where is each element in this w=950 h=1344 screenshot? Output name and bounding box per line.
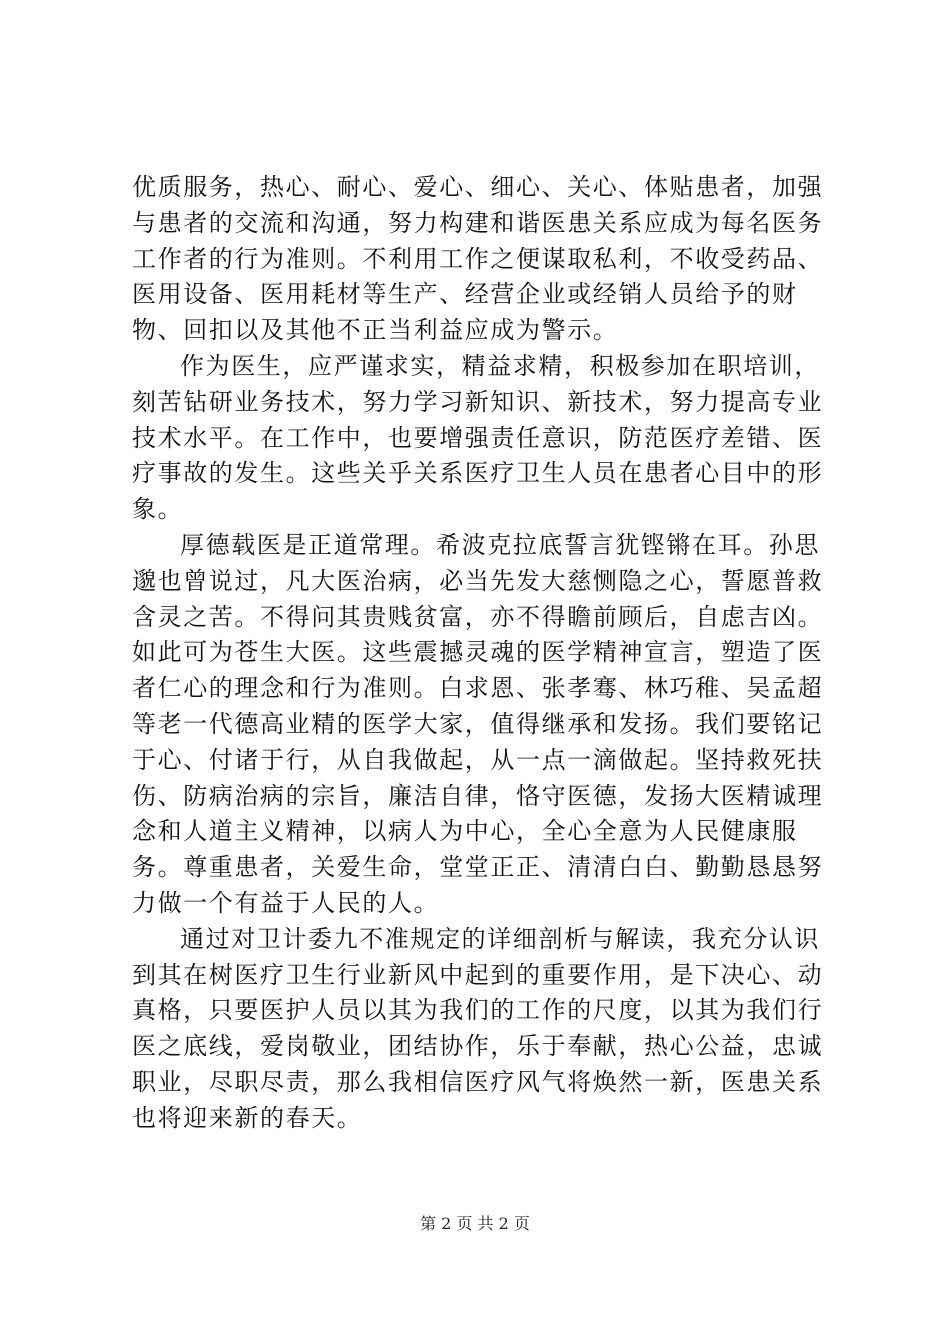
paragraph-medical-ethics: 厚德载医是正道常理。希波克拉底誓言犹铿锵在耳。孙思邈也曾说过，凡大医治病，必当先发大慈恻隐之心，誓愿普救含灵之苦。不得问其贵贱贫富，亦不得瞻前顾后，自虑吉凶。如此可为苍生大医。这些震撼灵魂的医学精神宣言，塑造了医者仁心的理念和行为准则。白求恩、张孝骞、林巧稚、吴孟超等老一代德高业精的医学大家，值得继承和发扬。我们要铭记于心、付诸于行，从自我做起，从一点一滴做起。坚持救死扶伤、防病治病的宗旨，廉洁自律，恪守医德，发扬大医精诚理念和人道主义精神，以病人为中心，全心全意为人民健康服务。尊重患者，关爱生命，堂堂正正、清清白白、勤勤恳恳努力做一个有益于人民的人。 — [132, 530, 824, 917]
page-number-footer: 第 2 页 共 2 页 — [420, 1214, 530, 1233]
paragraph-conclusion: 通过对卫计委九不准规定的详细剖析与解读，我充分认识到其在树医疗卫生行业新风中起到的重要作用，是下决心、动真格，只要医护人员以其为我们的工作的尺度，以其为我们行医之底线，爱岗敬业，团结协作，乐于奉献，热心公益，忠诚职业，尽职尽责，那么我相信医疗风气将焕然一新，医患关系也将迎来新的春天。 — [132, 924, 824, 1132]
paragraph-doctor-duty: 作为医生，应严谨求实，精益求精，积极参加在职培训，刻苦钻研业务技术，努力学习新知识、新技术，努力提高专业技术水平。在工作中，也要增强责任意识，防范医疗差错、医疗事故的发生。这些关乎关系医疗卫生人员在患者心目中的形象。 — [132, 351, 824, 524]
document-body — [132, 170, 832, 1137]
paragraph-continuation: 优质服务，热心、耐心、爱心、细心、关心、体贴患者，加强与患者的交流和沟通，努力构建和谐医患关系应成为每名医务工作者的行为准则。不利用工作之便谋取私利，不收受药品、医用设备、医用耗材等生产、经营企业或经销人员给予的财物、回扣以及其他不正当利益应成为警示。 — [132, 173, 824, 345]
